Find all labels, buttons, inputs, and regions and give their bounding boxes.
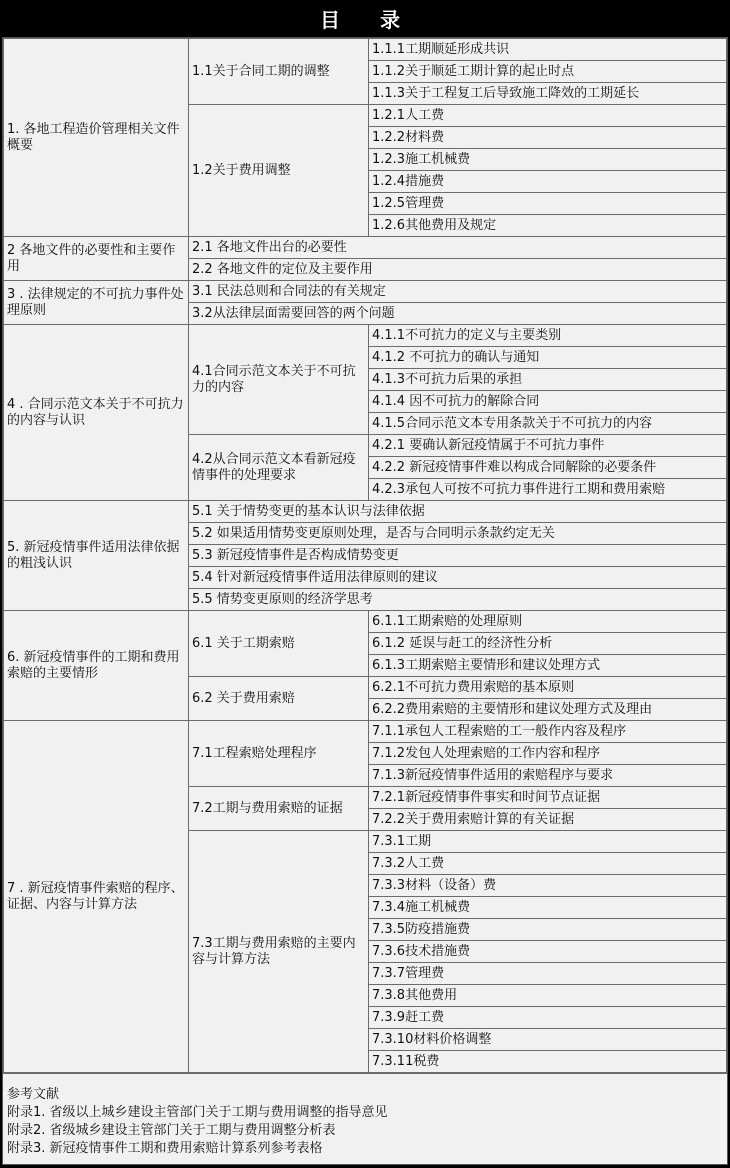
toc-entry: 1.2关于费用调整: [189, 105, 369, 237]
toc-entry: 2 各地文件的必要性和主要作用: [4, 237, 189, 281]
toc-entry: 1. 各地工程造价管理相关文件概要: [4, 39, 189, 237]
toc-entry: 2.1 各地文件出台的必要性: [189, 237, 727, 259]
toc-entry: 5.5 情势变更原则的经济学思考: [189, 589, 727, 611]
page-title: 目 录: [0, 0, 730, 37]
toc-entry: 7.3.11税费: [369, 1051, 727, 1073]
toc-entry: 6.2.1不可抗力费用索赔的基本原则: [369, 677, 727, 699]
toc-entry: 7.1.2发包人处理索赔的工作内容和程序: [369, 743, 727, 765]
toc-entry: 6.1.1工期索赔的处理原则: [369, 611, 727, 633]
toc-entry: 4.1.1不可抗力的定义与主要类别: [369, 325, 727, 347]
toc-entry: 1.2.1人工费: [369, 105, 727, 127]
toc-row: [4, 611, 727, 633]
toc-entry: 6.2 关于费用索赔: [189, 677, 369, 721]
toc-entry: 4.1合同示范文本关于不可抗力的内容: [189, 325, 369, 435]
toc-entry: 4.2从合同示范文本看新冠疫情事件的处理要求: [189, 435, 369, 501]
reference-item: 附录3. 新冠疫情事件工期和费用索赔计算系列参考表格: [7, 1141, 323, 1156]
reference-item: 附录1. 省级以上城乡建设主管部门关于工期与费用调整的指导意见: [7, 1105, 388, 1120]
toc-entry: 7.2工期与费用索赔的证据: [189, 787, 369, 831]
toc-entry: 1.2.3施工机械费: [369, 149, 727, 171]
toc-entry: 7.3.2人工费: [369, 853, 727, 875]
toc-entry: 1.2.2材料费: [369, 127, 727, 149]
toc-entry: 7.3.4施工机械费: [369, 897, 727, 919]
toc-entry: 5.1 关于情势变更的基本认识与法律依据: [189, 501, 727, 523]
toc-entry: 7.1.1承包人工程索赔的工一般作内容及程序: [369, 721, 727, 743]
toc-entry: 7.3.9赶工费: [369, 1007, 727, 1029]
toc-entry: 6.1 关于工期索赔: [189, 611, 369, 677]
toc-entry: 7.2.2关于费用索赔计算的有关证据: [369, 809, 727, 831]
toc-entry: 3.2从法律层面需要回答的两个问题: [189, 303, 727, 325]
toc-entry: 7.3.1工期: [369, 831, 727, 853]
toc-entry: 4.1.5合同示范文本专用条款关于不可抗力的内容: [369, 413, 727, 435]
toc-entry: 1.1.2关于顺延工期计算的起止时点: [369, 61, 727, 83]
toc-entry: 4.1.4 因不可抗力的解除合同: [369, 391, 727, 413]
toc-entry: 3.1 民法总则和合同法的有关规定: [189, 281, 727, 303]
toc-entry: 5.2 如果适用情势变更原则处理，是否与合同明示条款约定无关: [189, 523, 727, 545]
references-section: [3, 1073, 727, 1164]
toc-entry: 7.1.3新冠疫情事件适用的索赔程序与要求: [369, 765, 727, 787]
toc-entry: 5. 新冠疫情事件适用法律依据的粗浅认识: [4, 501, 189, 611]
references-heading: 参考文献: [7, 1087, 60, 1102]
toc-table-container: [2, 37, 728, 1165]
reference-item: 附录2. 省级城乡建设主管部门关于工期与费用调整分析表: [7, 1123, 336, 1138]
toc-row: [4, 721, 727, 743]
toc-row: [4, 39, 727, 61]
toc-entry: 1.1.1工期顺延形成共识: [369, 39, 727, 61]
toc-row: [4, 325, 727, 347]
toc-entry: 1.2.4措施费: [369, 171, 727, 193]
toc-entry: 6. 新冠疫情事件的工期和费用索赔的主要情形: [4, 611, 189, 721]
toc-entry: 7.3.3材料（设备）费: [369, 875, 727, 897]
toc-entry: 6.2.2费用索赔的主要情形和建议处理方式及理由: [369, 699, 727, 721]
toc-entry: 7.3.8其他费用: [369, 985, 727, 1007]
toc-entry: 7.3.5防疫措施费: [369, 919, 727, 941]
toc-entry: 7.3.7管理费: [369, 963, 727, 985]
toc-entry: 1.1.3关于工程复工后导致施工降效的工期延长: [369, 83, 727, 105]
toc-row: [4, 237, 727, 259]
toc-entry: 4.2.1 要确认新冠疫情属于不可抗力事件: [369, 435, 727, 457]
toc-entry: 6.1.2 延误与赶工的经济性分析: [369, 633, 727, 655]
toc-row: [4, 281, 727, 303]
toc-entry: 7 . 新冠疫情事件索赔的程序、证据、内容与计算方法: [4, 721, 189, 1073]
toc-entry: 2.2 各地文件的定位及主要作用: [189, 259, 727, 281]
toc-entry: 6.1.3工期索赔主要情形和建议处理方式: [369, 655, 727, 677]
toc-entry: 7.3.10材料价格调整: [369, 1029, 727, 1051]
toc-table: [3, 38, 727, 1073]
toc-entry: 7.3工期与费用索赔的主要内容与计算方法: [189, 831, 369, 1073]
toc-row: [4, 501, 727, 523]
toc-entry: 7.2.1新冠疫情事件事实和时间节点证据: [369, 787, 727, 809]
toc-entry: 5.4 针对新冠疫情事件适用法律原则的建议: [189, 567, 727, 589]
toc-entry: 4.1.2 不可抗力的确认与通知: [369, 347, 727, 369]
toc-entry: 4.1.3不可抗力后果的承担: [369, 369, 727, 391]
toc-entry: 5.3 新冠疫情事件是否构成情势变更: [189, 545, 727, 567]
toc-entry: 7.1工程索赔处理程序: [189, 721, 369, 787]
toc-entry: 4.2.2 新冠疫情事件难以构成合同解除的必要条件: [369, 457, 727, 479]
toc-entry: 3 . 法律规定的不可抗力事件处理原则: [4, 281, 189, 325]
toc-body: [4, 39, 727, 1073]
toc-entry: 1.2.5管理费: [369, 193, 727, 215]
toc-entry: 4.2.3承包人可按不可抗力事件进行工期和费用索赔: [369, 479, 727, 501]
toc-entry: 7.3.6技术措施费: [369, 941, 727, 963]
toc-entry: 1.1关于合同工期的调整: [189, 39, 369, 105]
toc-entry: 1.2.6其他费用及规定: [369, 215, 727, 237]
toc-entry: 4 . 合同示范文本关于不可抗力的内容与认识: [4, 325, 189, 501]
